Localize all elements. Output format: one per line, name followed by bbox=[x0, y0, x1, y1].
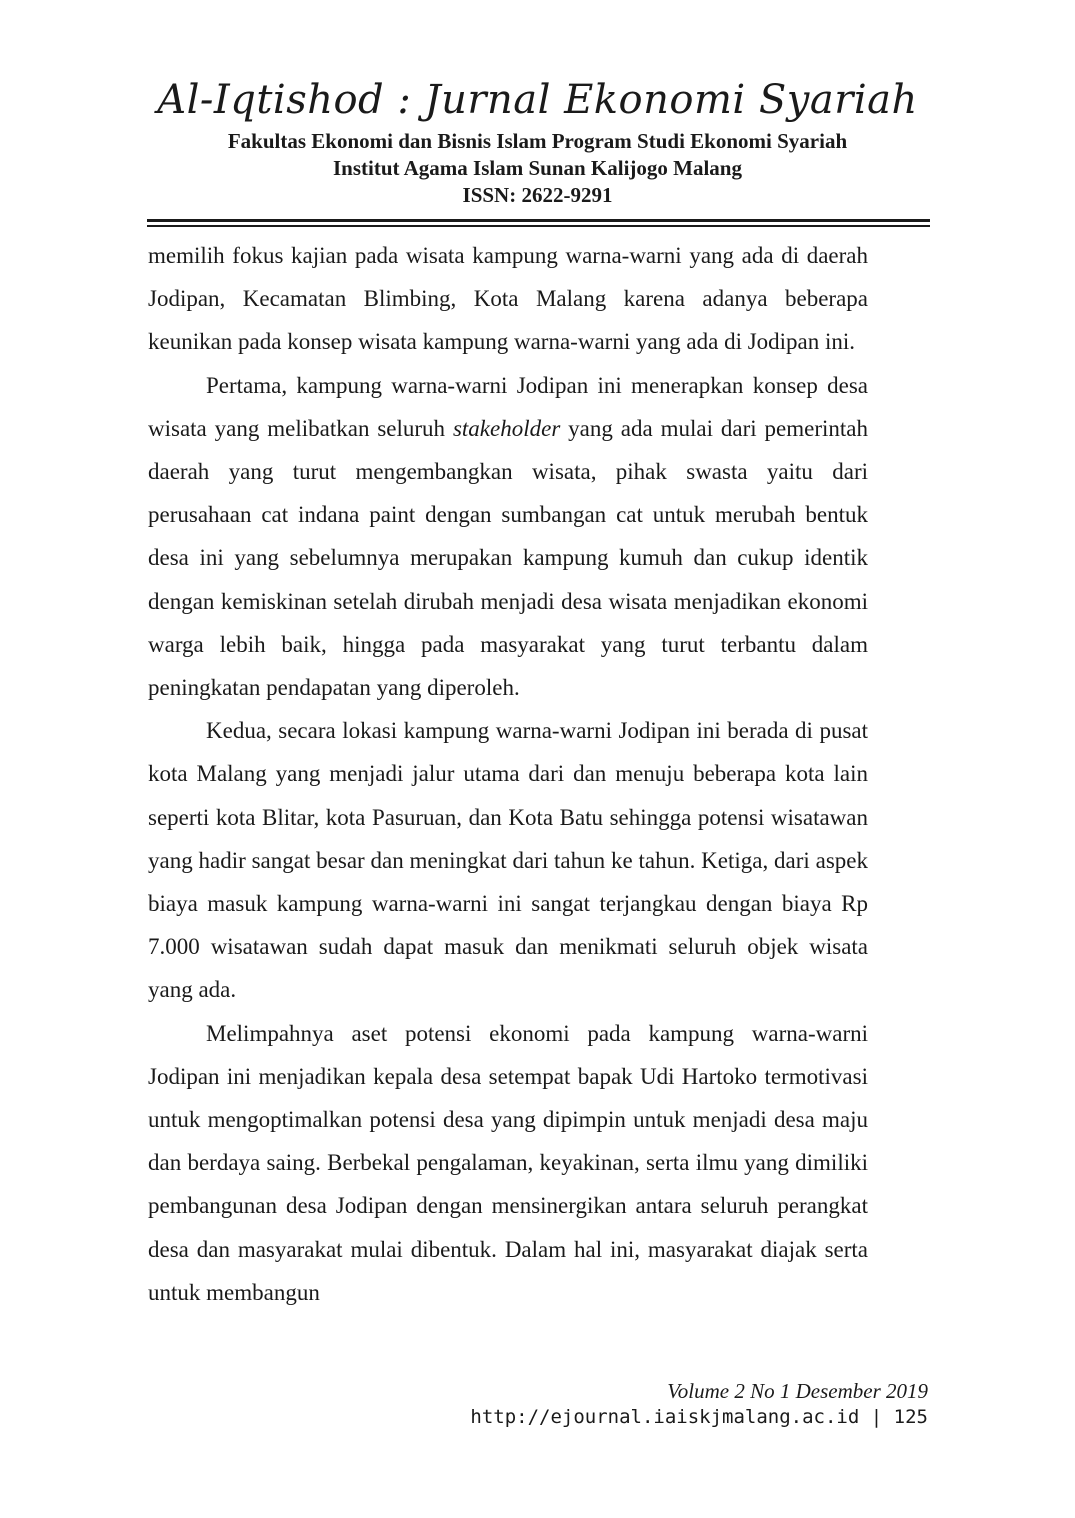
journal-url-link[interactable]: http://ejournal.iaiskjmalang.ac.id bbox=[470, 1406, 860, 1428]
journal-header bbox=[0, 72, 1075, 209]
footer-separator: | bbox=[870, 1406, 883, 1428]
paragraph-2-text-after: yang ada mulai dari pemerintah daerah yang turut mengembangkan wisata, pihak swasta yaitu dari perusahaan cat indana paint dengan sumbangan cat untuk merubah bentuk desa ini yang sebelumnya merupakan kampung kumuh dan cukup identik dengan kemiskinan setelah dirubah menjadi desa wisata menjadikan ekonomi warga lebih baik, hingga pada masyarakat yang turut terbantu dalam peningkatan pendapatan yang diperoleh. bbox=[148, 415, 868, 701]
journal-title: Al-Iqtishod : Jurnal Ekonomi Syariah bbox=[157, 77, 918, 123]
paragraph-1: memilih fokus kajian pada wisata kampung warna-warni yang ada di daerah Jodipan, Kecamatan Blimbing, Kota Malang karena adanya beberapa keunikan pada konsep wisata kampung warna-warni yang ada di Jodipan ini. bbox=[148, 243, 868, 355]
paragraph-2 bbox=[148, 364, 868, 710]
paragraph-2-italic-term: stakeholder bbox=[452, 415, 561, 441]
paragraph-2-text-before: Pertama, kampung warna-warni Jodipan ini menerapkan konsep desa wisata yang melibatkan seluruh bbox=[148, 372, 868, 441]
institute-line: Institut Agama Islam Sunan Kalijogo Malang bbox=[333, 156, 742, 180]
volume-info: Volume 2 No 1 Desember 2019 bbox=[667, 1379, 928, 1403]
article-body bbox=[148, 234, 868, 1314]
paragraph-3: Kedua, secara lokasi kampung warna-warni Jodipan ini berada di pusat kota Malang yang menjadi jalur utama dari dan menuju beberapa kota lain seperti kota Blitar, kota Pasuruan, dan Kota Batu sehingga potensi wisatawan yang hadir sangat besar dan meningkat dari tahun ke tahun. Ketiga, dari aspek biaya masuk kampung warna-warni ini sangat terjangkau dengan biaya Rp 7.000 wisatawan sudah dapat masuk dan menikmati seluruh objek wisata yang ada. bbox=[148, 718, 868, 1003]
issn-line: ISSN: 2622-9291 bbox=[462, 183, 613, 207]
page-footer bbox=[470, 1378, 928, 1429]
page-number: 125 bbox=[893, 1406, 928, 1428]
paragraph-4: Melimpahnya aset potensi ekonomi pada kampung warna-warni Jodipan ini menjadikan kepala desa setempat bapak Udi Hartoko termotivasi untuk mengoptimalkan potensi desa yang dipimpin untuk menjadi desa maju dan berdaya saing. Berbekal pengalaman, keyakinan, serta ilmu yang dimiliki pembangunan desa Jodipan dengan mensinergikan antara seluruh perangkat desa dan masyarakat mulai dibentuk. Dalam hal ini, masyarakat diajak serta untuk membangun bbox=[148, 1020, 868, 1305]
header-rule-thin bbox=[147, 225, 930, 227]
header-rule-thick bbox=[147, 219, 930, 222]
faculty-line: Fakultas Ekonomi dan Bisnis Islam Program Studi Ekonomi Syariah bbox=[227, 129, 848, 153]
footer-url-line bbox=[470, 1405, 928, 1429]
